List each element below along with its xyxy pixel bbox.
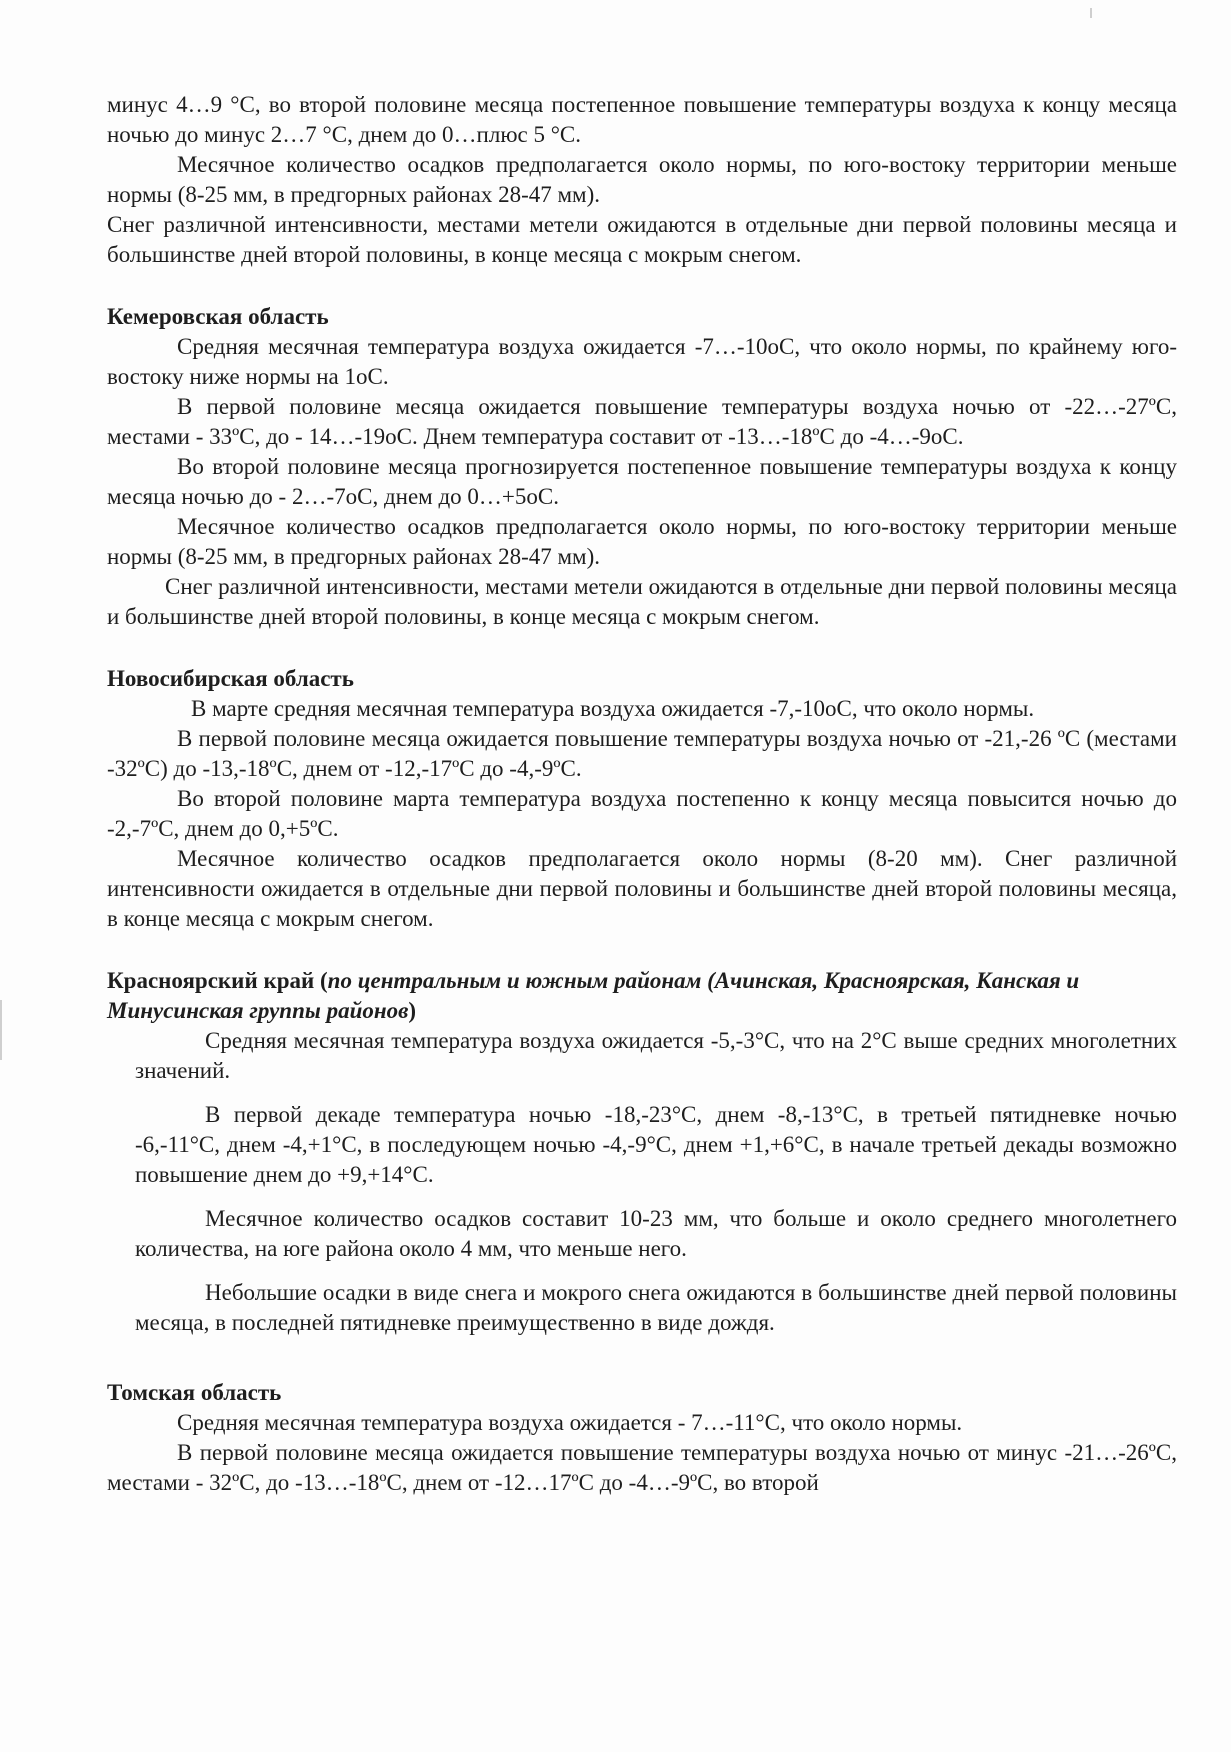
- krasnoyarsk-paragraph-3: Месячное количество осадков составит 10-23 мм, что больше и около среднего многолетнего количества, на юге района около 4 мм, что меньше него.: [135, 1206, 1177, 1261]
- krasnoyarsk-paragraph-1: Средняя месячная температура воздуха ожидается -5,-3°С, что на 2°С выше средних многолетних значений.: [135, 1028, 1177, 1083]
- intro-paragraph-1: минус 4…9 °С, во второй половине месяца постепенное повышение температуры воздуха к концу месяца ночью до минус 2…7 °С, днем до 0…плюс 5 °С.: [107, 92, 1177, 147]
- krasnoyarsk-body: [107, 1026, 1177, 1338]
- krasnoyarsk-title: [107, 966, 1177, 1026]
- scan-artifact: [0, 1000, 2, 1060]
- scan-artifact: [1090, 8, 1092, 18]
- kemerovo-title: Кемеровская область: [107, 304, 329, 329]
- intro-section: [107, 90, 1177, 270]
- tomsk-paragraph-2: В первой половине месяца ожидается повышение температуры воздуха ночью от минус -21…-26ºС, местами - 32ºС, до -13…-18ºС, днем от -12…17ºС до -4…-9ºС, во второй: [107, 1440, 1177, 1495]
- krasnoyarsk-paragraph-4: Небольшие осадки в виде снега и мокрого снега ожидаются в большинстве дней первой половины месяца, в последней пятидневке преимущественно в виде дождя.: [135, 1280, 1177, 1335]
- intro-paragraph-3: Снег различной интенсивности, местами метели ожидаются в отдельные дни первой половины месяца и большинстве дней второй половины, в конце месяца с мокрым снегом.: [107, 212, 1177, 267]
- kemerovo-paragraph-3: Во второй половине месяца прогнозируется постепенное повышение температуры воздуха к концу месяца ночью до - 2…-7оС, днем до 0…+5оС.: [107, 454, 1177, 509]
- krasnoyarsk-title-end: ): [408, 998, 417, 1023]
- krasnoyarsk-title-districts: по центральным и южным районам (Ачинская, Красноярская, Канская и Минусинская группы районов: [107, 968, 1080, 1023]
- kemerovo-section: [107, 302, 1177, 632]
- novosibirsk-paragraph-1: В марте средняя месячная температура воздуха ожидается -7,-10оС, что около нормы.: [191, 696, 1035, 721]
- kemerovo-paragraph-4: Месячное количество осадков предполагается около нормы, по юго-востоку территории меньше нормы (8-25 мм, в предгорных районах 28-47 мм).: [107, 514, 1177, 569]
- krasnoyarsk-section: [107, 966, 1177, 1338]
- novosibirsk-title: Новосибирская область: [107, 666, 354, 691]
- novosibirsk-paragraph-3: Во второй половине марта температура воздуха постепенно к концу месяца повысится ночью до -2,-7ºС, днем до 0,+5ºС.: [107, 786, 1177, 841]
- document-body: [107, 90, 1177, 1498]
- intro-paragraph-2: Месячное количество осадков предполагается около нормы, по юго-востоку территории меньше нормы (8-25 мм, в предгорных районах 28-47 мм).: [107, 152, 1177, 207]
- novosibirsk-paragraph-4: Месячное количество осадков предполагается около нормы (8-20 мм). Снег различной интенсивности ожидается в отдельные дни первой половины и большинстве дней второй половины месяца, в конце месяца с мокрым снегом.: [107, 846, 1177, 931]
- tomsk-title: Томская область: [107, 1380, 282, 1405]
- novosibirsk-section: [107, 664, 1177, 934]
- tomsk-paragraph-1: Средняя месячная температура воздуха ожидается - 7…-11°С, что около нормы.: [177, 1410, 963, 1435]
- novosibirsk-paragraph-2: В первой половине месяца ожидается повышение температуры воздуха ночью от -21,-26 ºС (местами -32ºС) до -13,-18ºС, днем от -12,-17ºС до -4,-9ºС.: [107, 726, 1177, 781]
- kemerovo-paragraph-1: Средняя месячная температура воздуха ожидается -7…-10оС, что около нормы, по крайнему юго-востоку ниже нормы на 1оС.: [107, 334, 1177, 389]
- kemerovo-paragraph-2: В первой половине месяца ожидается повышение температуры воздуха ночью от -22…-27ºС, местами - 33ºС, до - 14…-19оС. Днем температура составит от -13…-18ºС до -4…-9оС.: [107, 394, 1177, 449]
- krasnoyarsk-paragraph-2: В первой декаде температура ночью -18,-23°С, днем -8,-13°С, в третьей пятидневке ночью -6,-11°С, днем -4,+1°С, в последующем ночью -4,-9°С, днем +1,+6°С, в начале третьей декады возможно повышение днем до +9,+14°С.: [135, 1102, 1177, 1187]
- krasnoyarsk-title-main: Красноярский край (: [107, 968, 328, 993]
- tomsk-section: [107, 1378, 1177, 1498]
- kemerovo-paragraph-5: Снег различной интенсивности, местами метели ожидаются в отдельные дни первой половины месяца и большинстве дней второй половины, в конце месяца с мокрым снегом.: [107, 574, 1177, 629]
